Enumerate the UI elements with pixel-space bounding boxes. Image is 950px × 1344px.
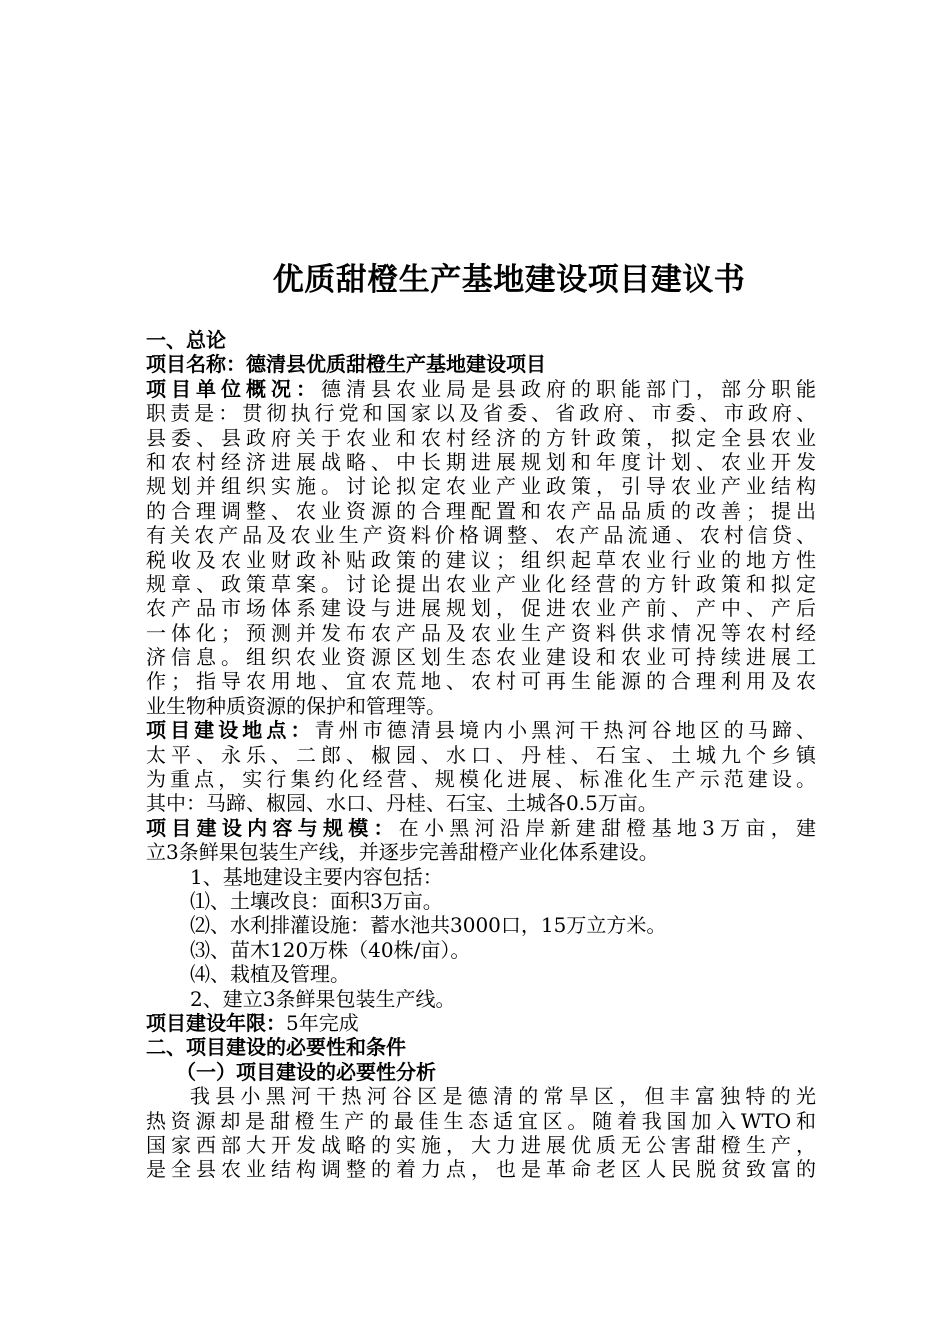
paragraph-line: 和农村经济进展战略、中长期进展规划和年度计划、农业开发	[146, 449, 816, 474]
period-label: 项目建设年限：	[146, 1010, 286, 1035]
paragraph-line: 一体化；预测并发布农产品及农业生产资料供求情况等农村经	[146, 620, 816, 645]
document-title: 优质甜橙生产基地建设项目建议书	[272, 262, 746, 298]
paragraph-line: 业生物种质资源的保护和管理等。	[146, 693, 446, 718]
project-name-label: 项目名称：	[146, 352, 246, 377]
unit-overview-line	[146, 377, 816, 401]
content-scale-label: 项目建设内容与规模：	[146, 815, 399, 840]
section-heading-general: 一、总论	[146, 328, 226, 352]
paragraph-line: 立3条鲜果包装生产线，并逐步完善甜橙产业化体系建设。	[146, 840, 659, 865]
unit-overview-text: 德清县农业局是县政府的职能部门，部分职能	[321, 376, 816, 401]
paragraph-line: 职责是：贯彻执行党和国家以及省委、省政府、市委、市政府、	[146, 401, 816, 426]
paragraph-line: 农产品市场体系建设与进展规划，促进农业产前、产中、产后	[146, 596, 816, 621]
paragraph-line: 是全县农业结构调整的着力点，也是革命老区人民脱贫致富的	[146, 1157, 816, 1182]
paragraph-line: 国家西部大开发战略的实施，大力进展优质无公害甜橙生产，	[146, 1132, 816, 1157]
list-item: ⑴、土壤改良：面积3万亩。	[190, 888, 443, 913]
paragraph-line: 热资源却是甜橙生产的最佳生态适宜区。随着我国加入WTO和	[146, 1108, 816, 1133]
paragraph-line: 我县小黑河干热河谷区是德清的常旱区，但丰富独特的光	[190, 1084, 816, 1109]
unit-overview-label: 项目单位概况：	[146, 376, 321, 401]
paragraph-line: 有关农产品及农业生产资料价格调整、农产品流通、农村信贷、	[146, 523, 816, 548]
subsection-heading-analysis: （一）项目建设的必要性分析	[176, 1059, 436, 1084]
location-line	[146, 718, 816, 742]
period-value: 5年完成	[286, 1010, 359, 1035]
project-name-value: 德清县优质甜橙生产基地建设项目	[246, 352, 546, 377]
content-scale-text: 在小黑河沿岸新建甜橙基地3万亩，建	[398, 815, 816, 840]
paragraph-line: 的合理调整、农业资源的合理配置和农产品品质的改善；提出	[146, 498, 816, 523]
paragraph-line: 税收及农业财政补贴政策的建议；组织起草农业行业的地方性	[146, 547, 816, 572]
paragraph-line: 规章、政策草案。讨论提出农业产业化经营的方针政策和拟定	[146, 571, 816, 596]
list-item: ⑵、水利排灌设施：蓄水池共3000口，15万立方米。	[190, 913, 667, 938]
paragraph-line: 济信息。组织农业资源区划生态农业建设和农业可持续进展工	[146, 645, 816, 670]
document-body	[146, 328, 816, 1182]
project-name-line	[146, 352, 816, 376]
content-scale-line	[146, 816, 816, 840]
section-heading-necessity: 二、项目建设的必要性和条件	[146, 1035, 406, 1060]
list-item: 1、基地建设主要内容包括：	[190, 864, 443, 889]
paragraph-line: 县委、县政府关于农业和农村经济的方针政策，拟定全县农业	[146, 425, 816, 450]
list-item: ⑷、栽植及管理。	[190, 962, 350, 987]
paragraph-line: 太平、永乐、二郎、椒园、水口、丹桂、石宝、土城九个乡镇	[146, 742, 816, 767]
paragraph-line: 其中：马蹄、椒园、水口、丹桂、石宝、土城各0.5万亩。	[146, 791, 658, 816]
period-line	[146, 1011, 816, 1035]
list-item: 2、建立3条鲜果包装生产线。	[190, 986, 456, 1011]
paragraph-line: 作；指导农用地、宜农荒地、农村可再生能源的合理利用及农	[146, 669, 816, 694]
location-text: 青州市德清县境内小黑河干热河谷地区的马蹄、	[314, 718, 817, 743]
location-label: 项目建设地点：	[146, 718, 315, 743]
paragraph-line: 规划并组织实施。讨论拟定农业产业政策，引导农业产业结构	[146, 474, 816, 499]
list-item: ⑶、苗木120万株（40株/亩）。	[190, 937, 471, 962]
paragraph-line: 为重点，实行集约化经营、规模化进展、标准化生产示范建设。	[146, 767, 816, 792]
